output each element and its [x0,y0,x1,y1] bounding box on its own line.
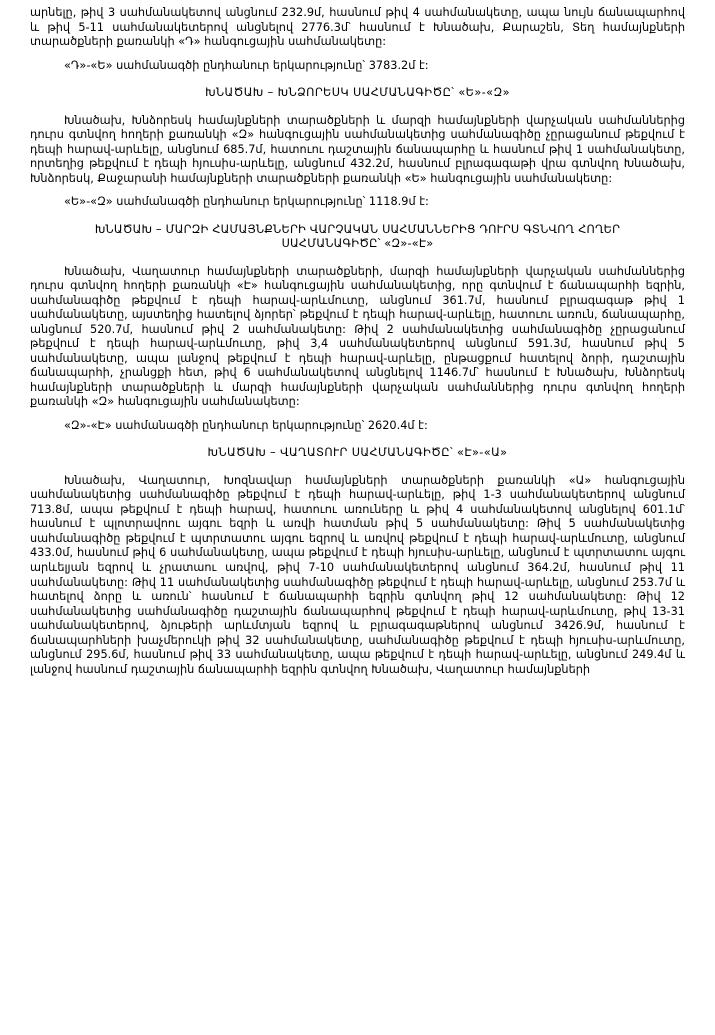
spacer [30,186,685,195]
spacer [30,461,685,474]
boundary-length-result-d-e: «Դ»-«Ե» սահմանագծի ընդհանուր երկարությունը՝ 3783.2մ է: [64,58,429,72]
paragraph-intro-continued: արնելը, թիվ 3 սահմանակետով անցնում 232.9մ, հասնում թիվ 4 սահմանակետը, ապա նույն ճանապարհով և թիվ 5-11 սահմանակետերով անցնելով 2776.3մ՝ հասնում է Խնածախ, Քարաշեն, Տեղ համայնքների տարածքների քառանկի «Դ» հանգուցային սահմանակետը: [30,6,685,49]
spacer [30,73,685,86]
paragraph-khnatsakh-khndzoresk: Խնածախ, Խնձորեսկ համայնքների տարածքների և մարզի համայնքների վարչական սահմաններից դուրս գտնվող հողերի քառանկի «Զ» հանգուցային սահմանակետից սահմանագիծը չըրացանում թեքվում է դեպի հարավ-արևելը, անցնում 685.7մ, հատուու դաշտային ճանապարհը և հասնում թիվ 1 սահմանակետը, որտեղից թեքվում է դեպի հյուսիս-արևելը, անցնում 432.2մ, հասնում բլրագագաթի վրա գտնվող Խնածախ, Խնձորեսկ, Քաջարանի համայնքների տարածքների քառանկի «Ե» հանգուցային սահմանակետը: [30,113,685,185]
spacer [30,433,685,446]
boundary-length-result-e-z: «Ե»-«Զ» սահմանագծի ընդհանուր երկարությունը՝ 1118.9մ է: [64,195,429,209]
spacer [30,410,685,419]
paragraph-marz-outside-lands: Խնածախ, Վաղատուր համայնքների տարածքների, մարզի համայնքների վարչական սահմաններից դուրս գտնվող հողերի քառանկի «Է» հանգուցային սահմանակետից, որը գտնվում է ճանապարհի եզրին, սահմանագիծը թեքվում է դեպի հարավ-արևմուտը, անցնում 361.7մ, հասնում բլրագագաթ թիվ 1 սահմանակետը, այստեղից հատելով ձյորեր՝ թեքվում է դեպի հարավ-արևելը, հատուու առուն, ճանապարհը, անցնում 520.7մ, հասնում թիվ 2 սահմանակետը: Թիվ 2 սահմանակետից սահմանագիծը չըրացանում թեքվում է դեպի հարավ-արևմուտը, թիվ 3,4 սահմանակետերով անցնում 591.3մ, հասնում թիվ 5 սահմանակետը, ապա լանջով թեքվում է դեպի հարավ-արևելը, ընթացքում հատելով ձորի, դաշտային ճանապարհի, չրանցքի հետ, թիվ 6 սահմանակետով անցնելով 1146.7մ՝ հասնում է Խնածախ, Խնձորեսկ համայնքների տարածքների և մարզի համայնքների վարչական սահմաններից դուրս գտնվող հողերի քառանկի «Զ» հանգուցային սահմանակետը: [30,264,685,409]
paragraph-vaghatur: Խնածախ, Վաղատուր, Խոզնավար համայնքների տարածքների քառանկի «Ա» հանգուցային սահմանակետից սահմանագիծը թեքվում է դեպի հարավ-արևելը, թիվ 1-3 սահմանակետերով անցնում 713.8մ, ապա թեքվում է դեպի հարավ, հատուու առուները և թիվ 4 սահմանակետով անցնելով 601.1մ՝ հասնում է պլոտրավոու այգու եզրի և առվի հատման թիվ 5 սահմանակետը: Թիվ 5 սահմանակետից սահմանագիծը թեքվում է պտրտատու այգու եզրով և առվով թեքվում է դեպի հարավ-արևմուտը, անցնում 433.0մ, հասնում թիվ 6 սահմանակետը, ապա թեքվում է դեպի հյուսիս-արևելը, անցնում է պտրտատու այգու արևելյան եզրով և չրատաու առվով, թիվ 7-10 սահմանակետերով անցնում 364.2մ, հասնում թիվ 11 սահմանակետը: Թիվ 11 սահմանակետից սահմանագիծը թեքվում է դեպի հարավ-արևելը, անցնում 253.7մ և հատելով ձորը և առուն՝ հասնում է ճանապարհի եզրին գտնվող թիվ 12 սահմանակետը: Թիվ 12 սահմանակետից սահմանագիծը դաշտային ճանապարհով թեքվում է դեպի հարավ-արևմուտը, թիվ 13-31 սահմանակետերով, ձյութերի արևմտյան եզրով և բլրագագաթներով անցնում 3426.9մ, հասնում է ճանապարհների խաչմերուկի թիվ 32 սահմանակետը, սահմանագիծը թեքվում է դեպի հյուսիս-արևմուտը, անցնում 295.6մ, հասնում թիվ 33 սահմանակետը, ապա թեքվում է դեպի հարավ-արևելը, անցնում 249.4մ և լանջով հասնում դաշտային ճանապարհի եզրին գտնվող Խնածախ, Վաղատուր համայնքների [30,473,685,676]
section-heading-marz-outside-lands-line2: ՍԱՀՄԱՆԱԳԻԾԸ՝ «Զ»-«Է» [281,237,434,251]
spacer [30,50,685,59]
boundary-length-result-z-eh: «Զ»-«Է» սահմանագծի ընդհանուր երկարությունը՝ 2620.4մ է: [64,418,428,432]
spacer [30,101,685,114]
section-heading-khnatsakh-khndzoresk: ԽՆԱԾԱԽ – ԽՆՁՈՐԵՍԿ ՍԱՀՄԱՆԱԳԻԾԸ՝ «Ե»-«Զ» [205,86,510,100]
section-heading-vaghatur: ԽՆԱԾԱԽ – ՎԱՂԱՏՈՒՐ ՍԱՀՄԱՆԱԳԻԾԸ՝ «Է»-«Ա» [207,446,508,460]
spacer [30,210,685,223]
section-heading-marz-outside-lands-line1: ԽՆԱԾԱԽ – ՄԱՐԶԻ ՀԱՄԱՅՆՔՆԵՐԻ ՎԱՐՉԱԿԱՆ ՍԱՀՄԱՆՆԵՐԻՑ ԴՈՒՐՍ ԳՏՆՎՈՂ ՀՈՂԵՐ [94,222,621,236]
spacer [30,252,685,265]
